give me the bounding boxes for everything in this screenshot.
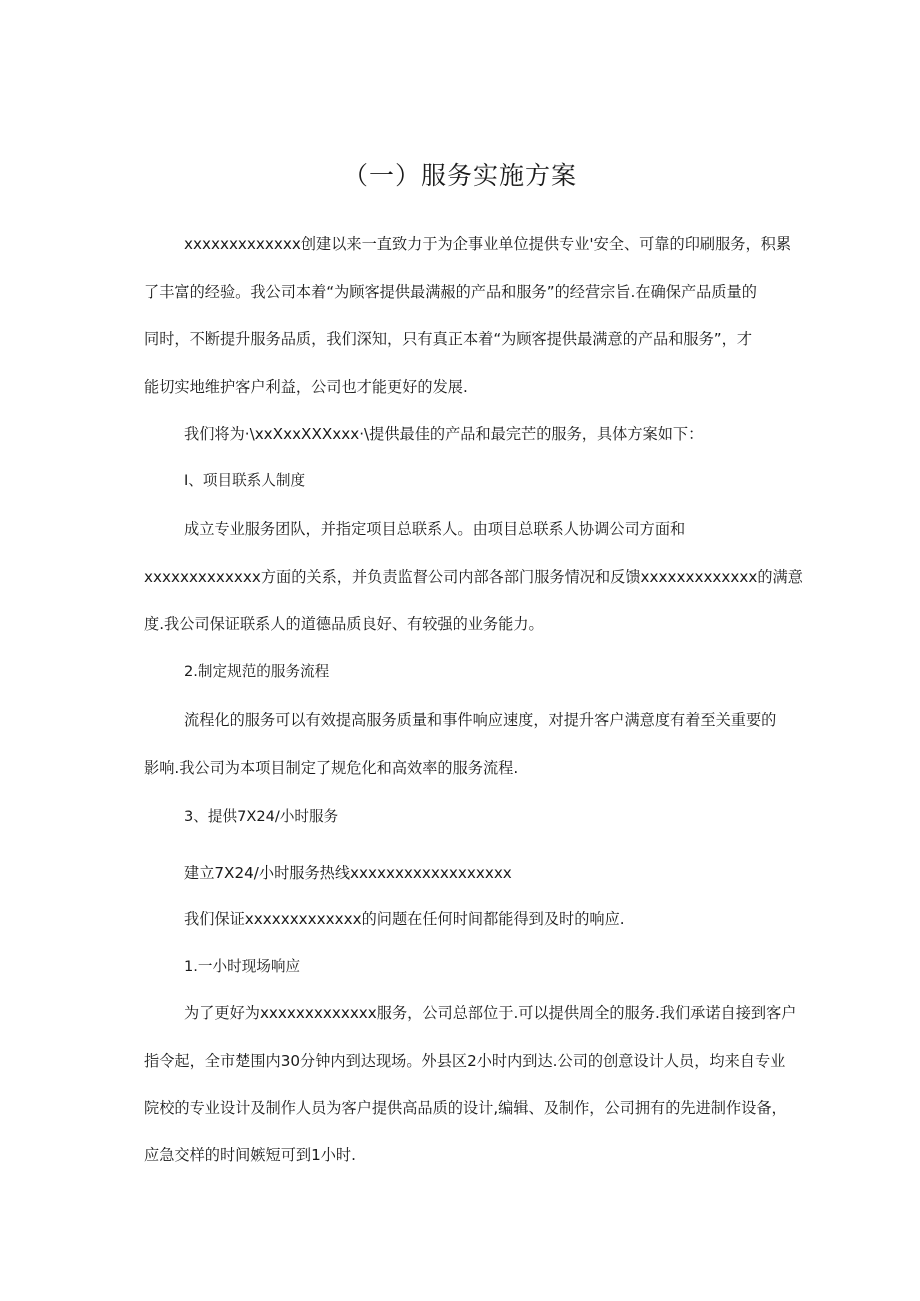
paragraph-plan-intro: 我们将为·\xxXxxXXXxxx·\提供最佳的产品和最完芒的服务，具体方案如下： [184, 425, 704, 443]
section-heading-3: 3、提供7X24/小时服务 [184, 808, 339, 825]
paragraph-contact-line-3: 度.我公司保证联系人的道德品质良好、有较强的业务能力。 [144, 615, 544, 633]
document-title: （一）服务实施方案 [342, 161, 577, 190]
paragraph-intro-line-2: 了丰富的经验。我公司本着“为顾客提供最满赧的产品和服务”的经营宗旨.在确保产品质量的 [144, 283, 757, 301]
paragraph-response-line-3: 院校的专业设计及制作人员为客户提供高品质的设计,编辑、及制作，公司拥有的先进制作设备， [144, 1099, 787, 1117]
section-heading-1: I、项目联系人制度 [184, 472, 306, 489]
paragraph-guarantee-line: 我们保证xxxxxxxxxxxxx的问题在任何时间都能得到及时的响应. [184, 910, 625, 928]
paragraph-response-line-4: 应急交样的时间嫉短可到1小时. [144, 1146, 356, 1164]
paragraph-intro-line-1: xxxxxxxxxxxxx创建以来一直致力于为企事业单位提供专业'安全、可靠的印刷服务，积累 [184, 235, 792, 253]
paragraph-intro-line-4: 能切实地维护客户利益，公司也才能更好的发展. [144, 378, 468, 396]
paragraph-process-line-2: 影响.我公司为本项目制定了规危化和高效率的服务流程. [144, 759, 519, 777]
paragraph-contact-line-1: 成立专业服务团队，并指定项目总联系人。由项目总联系人协调公司方面和 [184, 520, 686, 538]
paragraph-process-line-1: 流程化的服务可以有效提高服务质量和事件响应速度，对提升客户满意度有着至关重要的 [184, 711, 777, 729]
paragraph-contact-line-2: xxxxxxxxxxxxx方面的关系，并负责监督公司内部各部门服务情况和反馈xxxxxxxxxxxxx的满意 [144, 568, 803, 586]
paragraph-response-line-2: 指令起，全市楚围内30分钟内到达现场。外县区2小时内到达.公司的创意设计人员，均来自专业 [144, 1052, 786, 1070]
section-heading-4: 1.一小时现场响应 [184, 958, 301, 975]
paragraph-response-line-1: 为了更好为xxxxxxxxxxxxx服务，公司总部位于.可以提供周全的服务.我们承诺自接到客户 [184, 1004, 797, 1022]
section-heading-2: 2.制定规范的服务流程 [184, 663, 330, 680]
paragraph-hotline-line: 建立7X24/小时服务热线xxxxxxxxxxxxxxxxxx [184, 864, 512, 882]
paragraph-intro-line-3: 同时，不断提升服务品质，我们深知，只有真正本着“为顾客提供最满意的产品和服务”，才 [144, 330, 753, 348]
